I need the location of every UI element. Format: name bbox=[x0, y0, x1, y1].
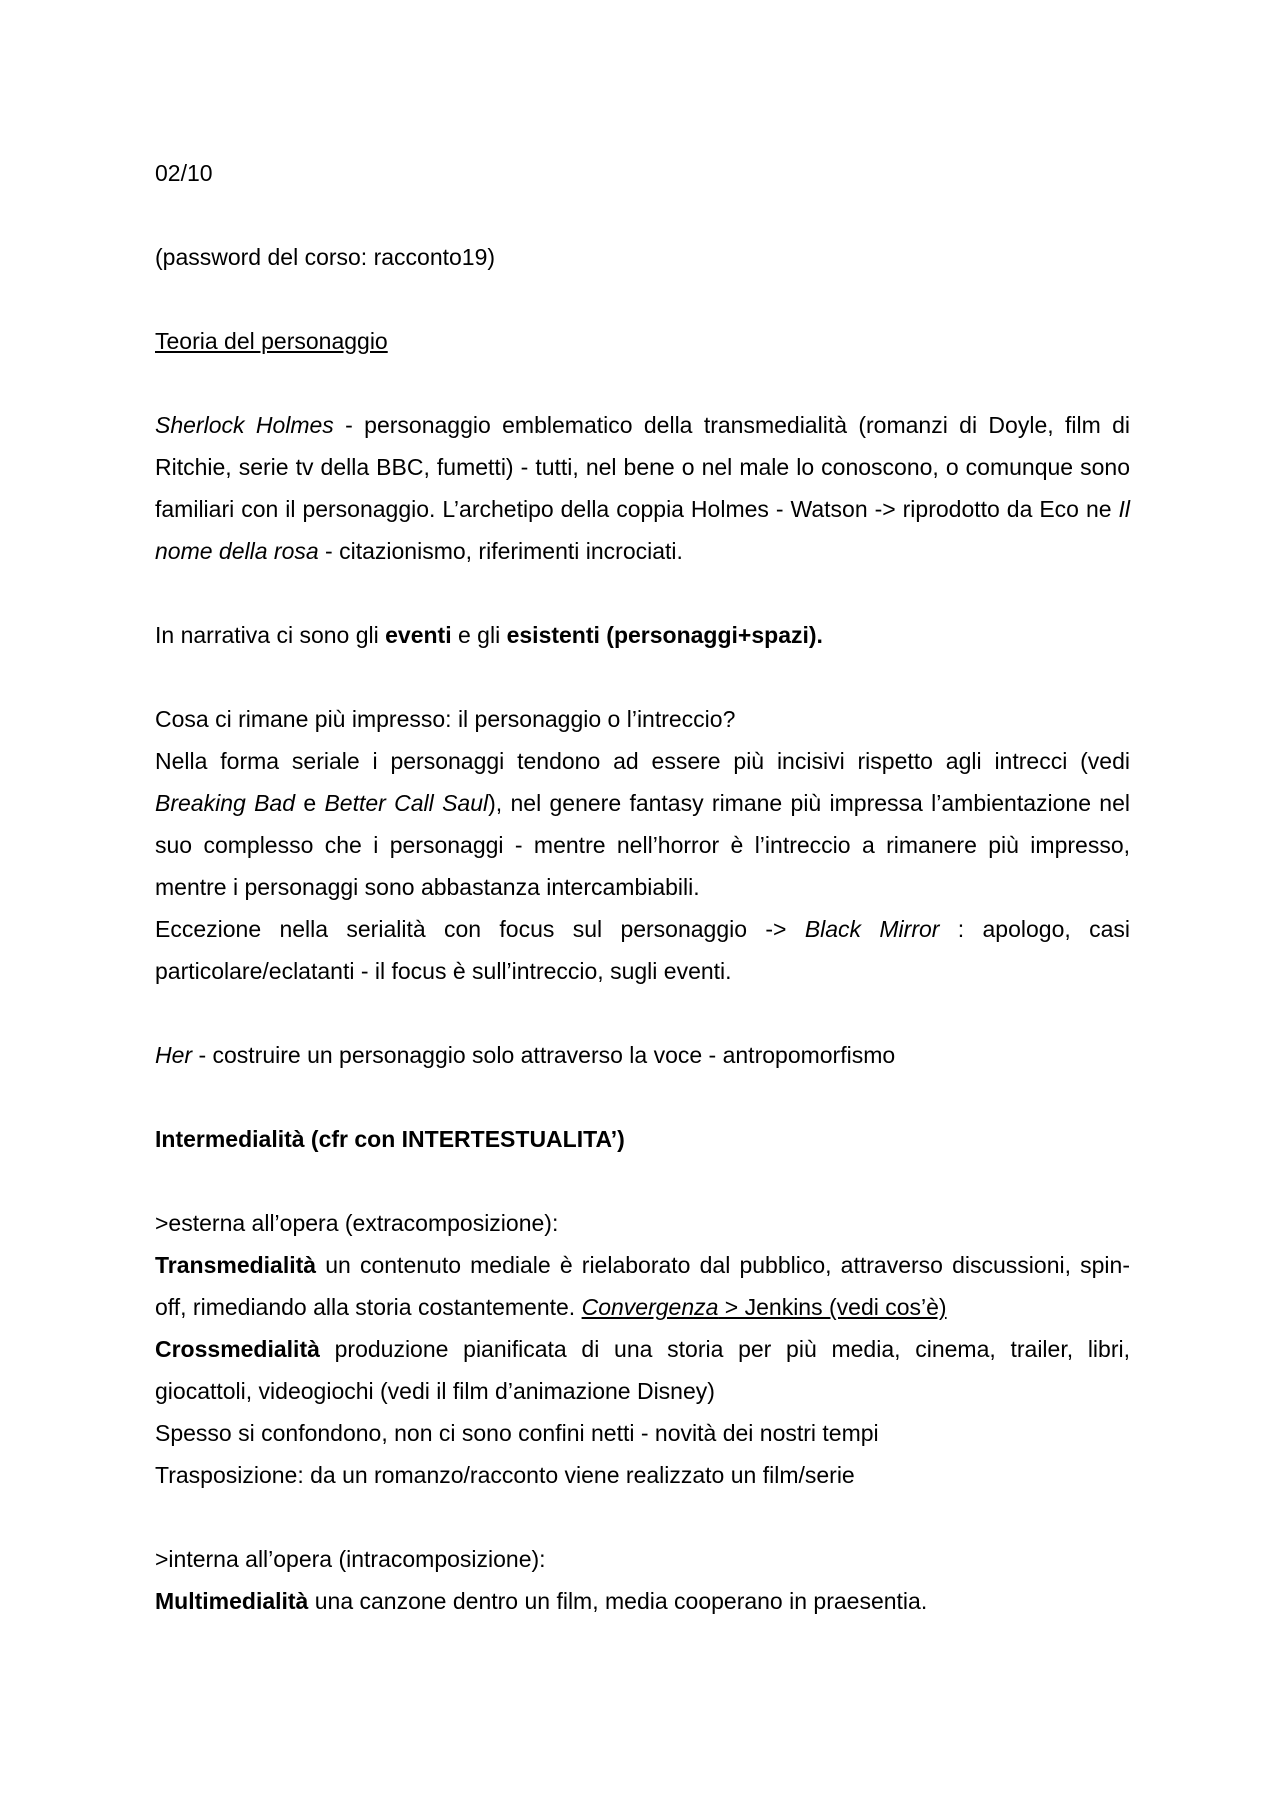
section-heading: Teoria del personaggio bbox=[155, 328, 388, 354]
password-note: (password del corso: racconto19) bbox=[155, 244, 496, 270]
document-body bbox=[155, 152, 1130, 1622]
interna-line: >interna all’opera (intracomposizione): bbox=[155, 1546, 546, 1572]
spesso-line: Spesso si confondono, non ci sono confini netti - novità dei nostri tempi bbox=[155, 1420, 879, 1446]
esterna-line: >esterna all’opera (extracomposizione): bbox=[155, 1210, 559, 1236]
intermedialita-heading: Intermedialità (cfr con INTERTESTUALITA’) bbox=[155, 1126, 625, 1152]
date-line: 02/10 bbox=[155, 160, 213, 186]
book-title: Il nome della rosa bbox=[155, 496, 1130, 564]
paragraph-seriale: Nella forma seriale i personaggi tendono ad essere più incisivi rispetto agli intrecci (vedi Breaking Bad e Better Call Saul), nel genere fantasy rimane più impressa l’ambientazione nel suo complesso che i personaggi - mentre nell’horror è l’intreccio a rimanere più impresso, mentre i personaggi sono abbastanza intercambiabili. bbox=[155, 748, 1130, 900]
paragraph-transmedialita: Transmedialità un contenuto mediale è rielaborato dal pubblico, attraverso discussioni, spin-off, rimediando alla storia costantemente. Convergenza > Jenkins (vedi cos’è) bbox=[155, 1252, 1130, 1320]
paragraph-eccezione: Eccezione nella serialità con focus sul personaggio -> Black Mirror : apologo, casi particolare/eclatanti - il focus è sull’intreccio, sugli eventi. bbox=[155, 916, 1130, 984]
paragraph-narrativa: In narrativa ci sono gli eventi e gli esistenti (personaggi+spazi). bbox=[155, 622, 823, 648]
trasposizione-line: Trasposizione: da un romanzo/racconto viene realizzato un film/serie bbox=[155, 1462, 855, 1488]
paragraph-sherlock: Sherlock Holmes - personaggio emblematico della transmedialità (romanzi di Doyle, film di Ritchie, serie tv della BBC, fumetti) - tutti, nel bene o nel male lo conoscono, o comunque sono familiari con il personaggio. L’archetipo della coppia Holmes - Watson -> riprodotto da Eco ne Il nome della rosa - citazionismo, riferimenti incrociati. bbox=[155, 412, 1131, 564]
sherlock-title: Sherlock Holmes bbox=[155, 412, 334, 438]
paragraph-question: Cosa ci rimane più impresso: il personaggio o l’intreccio? bbox=[155, 706, 736, 732]
paragraph-her: Her - costruire un personaggio solo attraverso la voce - antropomorfismo bbox=[155, 1042, 896, 1068]
paragraph-crossmedialita: Crossmedialità produzione pianificata di una storia per più media, cinema, trailer, libri, giocattoli, videogiochi (vedi il film d’animazione Disney) bbox=[155, 1336, 1130, 1404]
paragraph-multimedialita: Multimedialità una canzone dentro un film, media cooperano in praesentia. bbox=[155, 1588, 928, 1614]
